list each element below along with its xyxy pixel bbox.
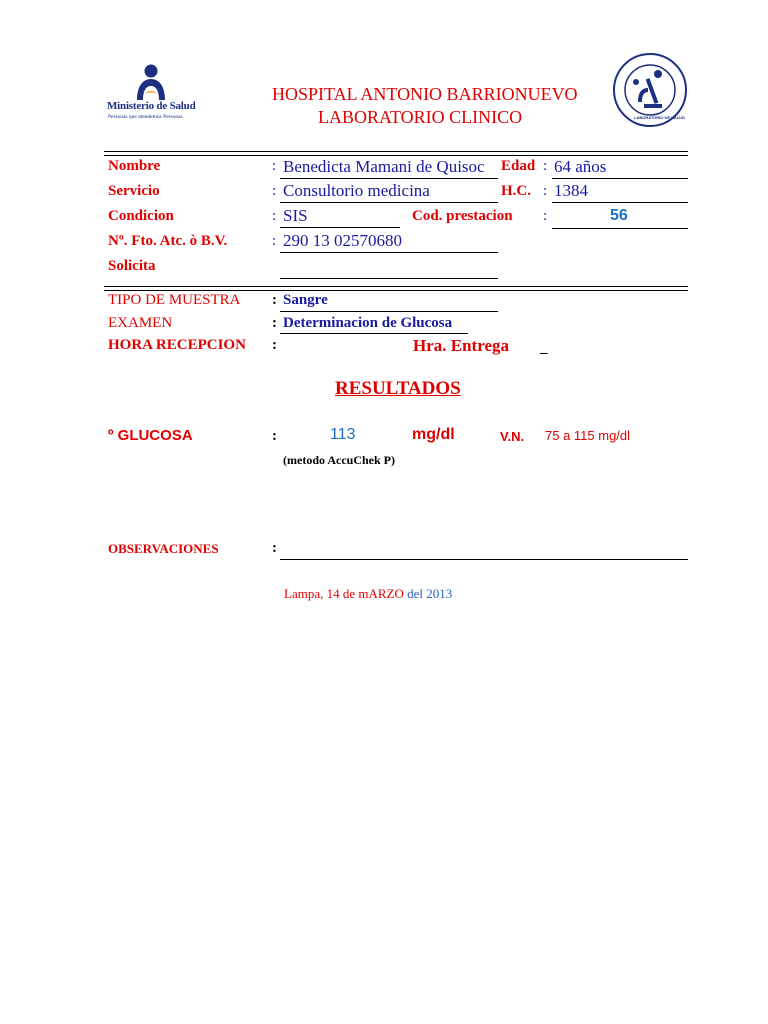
lab-seal bbox=[612, 52, 688, 128]
nombre-value: Benedicta Mamani de Quisoc bbox=[283, 157, 485, 176]
glucosa-label: º GLUCOSA bbox=[108, 427, 193, 444]
edad-colon: : bbox=[543, 158, 548, 174]
observaciones-label: OBSERVACIONES bbox=[108, 541, 219, 556]
hora-entrega-value: _ bbox=[540, 340, 548, 356]
vn-value: 75 a 115 mg/dl bbox=[545, 428, 631, 443]
hospital-title: HOSPITAL ANTONIO BARRIONUEVO bbox=[272, 84, 578, 104]
lab-seal-text: LABORATORIO DE SALUD bbox=[634, 115, 685, 120]
nombre-underline bbox=[280, 178, 498, 179]
header-divider bbox=[104, 151, 688, 156]
servicio-colon: : bbox=[272, 183, 277, 199]
cod-prestacion-colon: : bbox=[543, 208, 548, 224]
hora-recepcion-colon: : bbox=[272, 337, 277, 353]
condicion-underline bbox=[280, 227, 400, 228]
glucosa-colon: : bbox=[272, 428, 277, 444]
examen-underline bbox=[280, 333, 468, 334]
hc-label: H.C. bbox=[501, 183, 531, 199]
nombre-colon: : bbox=[272, 158, 277, 174]
condicion-label: Condicion bbox=[108, 208, 174, 224]
cod-prestacion-label: Cod. prestacion bbox=[412, 208, 513, 224]
place-date-year: del 2013 bbox=[407, 586, 453, 601]
tipo-muestra-colon: : bbox=[272, 292, 277, 308]
hora-entrega-label: Hra. Entrega bbox=[413, 336, 510, 355]
fto-label: Nº. Fto. Atc. ò B.V. bbox=[108, 233, 228, 249]
cod-prestacion-value: 56 bbox=[610, 207, 628, 224]
place-date-text: Lampa, 14 de mARZO bbox=[284, 586, 404, 601]
condicion-colon: : bbox=[272, 208, 277, 224]
edad-underline bbox=[552, 178, 688, 179]
hc-value: 1384 bbox=[554, 181, 588, 200]
vn-label: V.N. bbox=[500, 429, 525, 444]
edad-value: 64 años bbox=[554, 157, 607, 176]
glucosa-unit: mg/dl bbox=[412, 426, 455, 443]
glucosa-value: 113 bbox=[330, 426, 356, 443]
fto-colon: : bbox=[272, 233, 277, 249]
ministry-figure-icon bbox=[104, 62, 200, 102]
hora-recepcion-label: HORA RECEPCION bbox=[108, 337, 246, 353]
observaciones-underline bbox=[280, 559, 688, 560]
fto-underline bbox=[280, 252, 498, 253]
ministry-tagline: Personas que atendemos Personas bbox=[108, 114, 183, 120]
servicio-value: Consultorio medicina bbox=[283, 181, 430, 200]
examen-label: EXAMEN bbox=[108, 315, 173, 331]
fto-value: 290 13 02570680 bbox=[283, 231, 402, 250]
lab-title: LABORATORIO CLINICO bbox=[318, 107, 523, 127]
solicita-label: Solicita bbox=[108, 258, 156, 274]
examen-value: Determinacion de Glucosa bbox=[283, 315, 453, 331]
servicio-label: Servicio bbox=[108, 183, 160, 199]
tipo-muestra-label: TIPO DE MUESTRA bbox=[108, 292, 241, 308]
ministry-name: Ministerio de Salud bbox=[107, 100, 196, 112]
servicio-underline bbox=[280, 202, 498, 203]
examen-colon: : bbox=[272, 315, 277, 331]
hc-underline bbox=[552, 202, 688, 203]
condicion-value: SIS bbox=[283, 206, 308, 225]
results-title: RESULTADOS bbox=[335, 378, 461, 399]
place-date bbox=[284, 586, 452, 602]
nombre-label: Nombre bbox=[108, 158, 161, 174]
method-note: (metodo AccuChek P) bbox=[283, 453, 395, 467]
cod-prestacion-underline bbox=[552, 228, 688, 229]
patient-divider bbox=[104, 286, 688, 291]
hc-colon: : bbox=[543, 183, 548, 199]
ministry-logo bbox=[104, 62, 200, 128]
observaciones-colon: : bbox=[272, 540, 277, 556]
solicita-underline bbox=[280, 278, 498, 279]
tipo-muestra-underline bbox=[280, 311, 498, 312]
edad-label: Edad bbox=[501, 158, 536, 174]
tipo-muestra-value: Sangre bbox=[283, 292, 328, 308]
